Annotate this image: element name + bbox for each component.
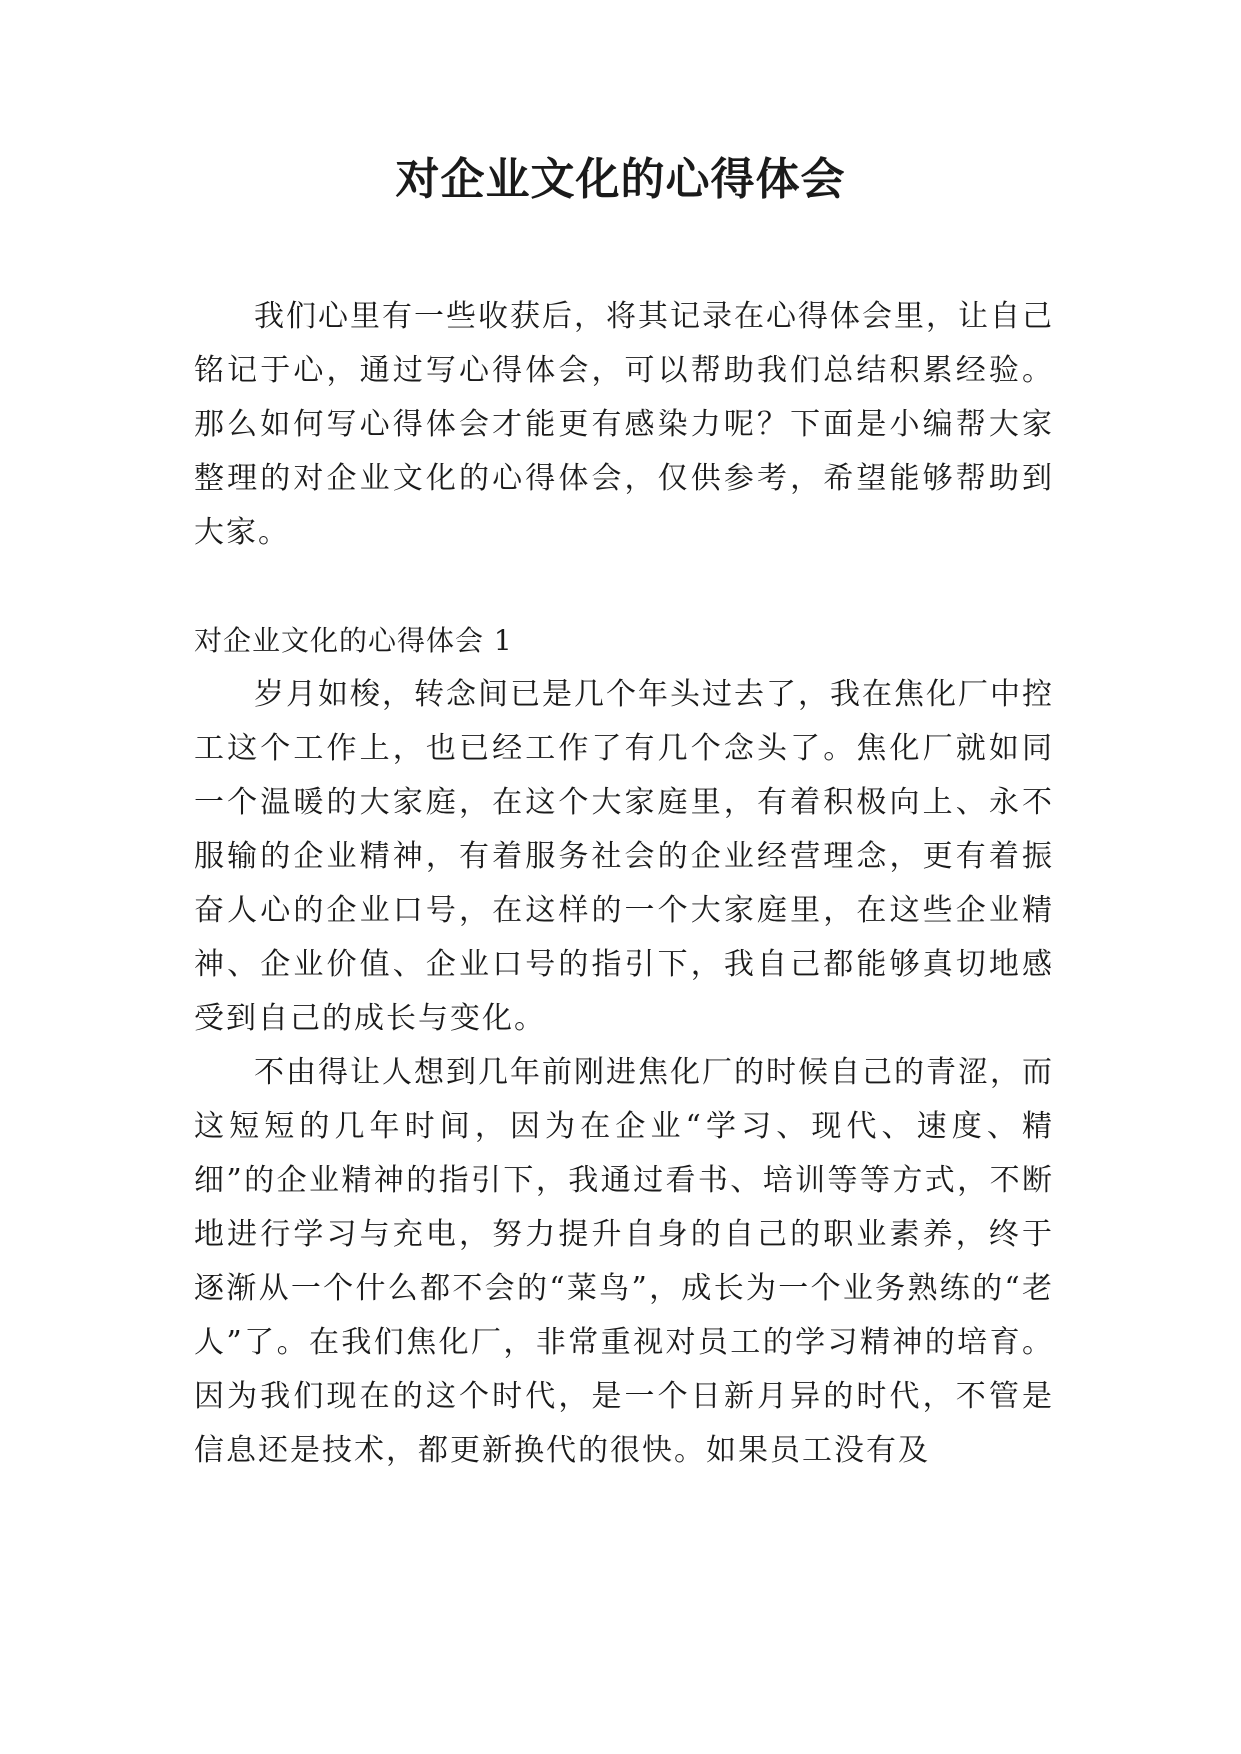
document-body [194,290,1054,1478]
section-spacer [194,560,1054,614]
body-paragraph-1: 岁月如梭，转念间已是几个年头过去了，我在焦化厂中控工这个工作上，也已经工作了有几个念头了。焦化厂就如同一个温暖的大家庭，在这个大家庭里，有着积极向上、永不服输的企业精神，有着服务社会的企业经营理念，更有着振奋人心的企业口号，在这样的一个大家庭里，在这些企业精神、企业价值、企业口号的指引下，我自己都能够真切地感受到自己的成长与变化。 [194,677,1054,1036]
body-paragraph-2: 不由得让人想到几年前刚进焦化厂的时候自己的青涩，而这短短的几年时间，因为在企业“学习、现代、速度、精细”的企业精神的指引下，我通过看书、培训等等方式，不断地进行学习与充电，努力提升自身的自己的职业素养，终于逐渐从一个什么都不会的“菜鸟”，成长为一个业务熟练的“老人”了。在我们焦化厂，非常重视对员工的学习精神的培育。因为我们现在的这个时代，是一个日新月异的时代，不管是信息还是技术，都更新换代的很快。如果员工没有及 [194,1055,1054,1468]
intro-paragraph: 我们心里有一些收获后，将其记录在心得体会里，让自己铭记于心，通过写心得体会，可以帮助我们总结积累经验。那么如何写心得体会才能更有感染力呢？下面是小编帮大家整理的对企业文化的心得体会，仅供参考，希望能够帮助到大家。 [194,299,1054,550]
section-heading: 对企业文化的心得体会 1 [194,624,513,657]
document-title: 对企业文化的心得体会 [395,154,846,205]
